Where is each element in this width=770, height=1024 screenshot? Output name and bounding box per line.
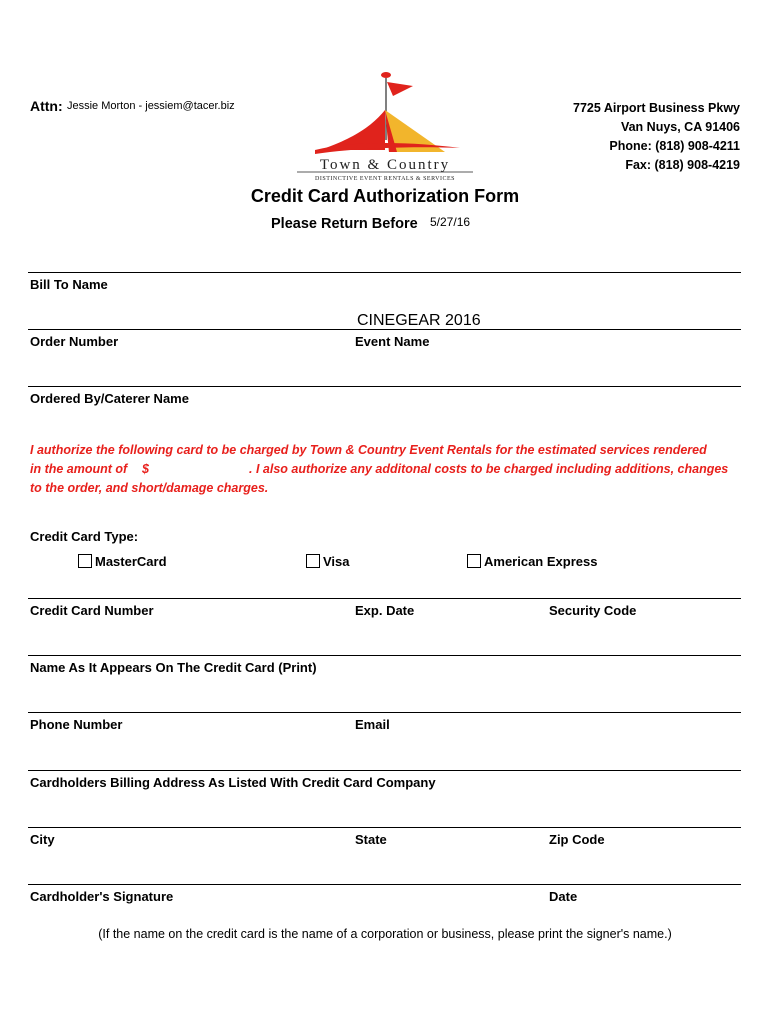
name-on-card-label: Name As It Appears On The Credit Card (Print) (30, 660, 317, 675)
security-code-label: Security Code (549, 603, 637, 618)
return-before-label: Please Return Before (271, 216, 418, 232)
state-label: State (355, 832, 387, 847)
card-number-label: Credit Card Number (30, 603, 154, 618)
card-number-line (28, 598, 741, 599)
billing-address-line (28, 770, 741, 771)
phone-label: Phone Number (30, 717, 123, 732)
return-before-date: 5/27/16 (430, 215, 471, 229)
authorization-line-3: to the order, and short/damage charges. (30, 481, 269, 495)
american-express-checkbox[interactable] (467, 554, 481, 568)
mastercard-label: MasterCard (95, 554, 167, 569)
date-label: Date (549, 889, 578, 904)
american-express-label: American Express (484, 554, 598, 569)
signature-line (28, 884, 741, 885)
address-city: Van Nuys, CA 91406 (620, 120, 740, 134)
exp-date-label: Exp. Date (355, 603, 415, 618)
zip-label: Zip Code (549, 832, 605, 847)
attn-value: Jessie Morton - jessiem@tacer.biz (67, 100, 235, 112)
mastercard-checkbox[interactable] (78, 554, 92, 568)
billing-address-label: Cardholders Billing Address As Listed With Credit Card Company (30, 775, 436, 790)
address-phone: Phone: (818) 908-4211 (609, 139, 740, 153)
city-label: City (30, 832, 55, 847)
signer-note: (If the name on the credit card is the name of a corporation or business, please print the signer's name.) (98, 927, 672, 941)
logo-wordmark: Town & Country (319, 157, 451, 173)
phone-email-line (28, 712, 741, 713)
email-label: Email (355, 717, 390, 732)
order-number-label: Order Number (30, 334, 119, 349)
address-street: 7725 Airport Business Pkwy (573, 101, 740, 115)
name-on-card-line (28, 655, 741, 656)
authorization-line-2b: . I also authorize any additonal costs to be charged including additions, changes (249, 462, 729, 476)
bill-to-label: Bill To Name (30, 277, 108, 292)
logo-tagline: Distinctive Event Rentals & Services (315, 176, 455, 182)
logo-flag (387, 82, 413, 96)
authorization-line-1: I authorize the following card to be charged by Town & Country Event Rentals for the estimated services rendered (30, 443, 707, 457)
city-state-zip-line (28, 827, 741, 828)
order-event-line (28, 329, 741, 330)
visa-label: Visa (323, 554, 350, 569)
company-logo (285, 70, 485, 182)
authorization-currency: $ (142, 462, 149, 476)
ordered-by-label: Ordered By/Caterer Name (30, 391, 189, 406)
attn-label: Attn: (30, 98, 63, 114)
event-name-value[interactable]: CINEGEAR 2016 (357, 312, 481, 329)
authorization-line-2a: in the amount of (30, 462, 128, 476)
card-type-label: Credit Card Type: (30, 529, 139, 544)
visa-checkbox[interactable] (306, 554, 320, 568)
signature-label: Cardholder's Signature (30, 889, 174, 904)
bill-to-line (28, 272, 741, 273)
logo-pole-top (381, 72, 391, 78)
form-title: Credit Card Authorization Form (250, 186, 520, 206)
event-name-label: Event Name (355, 334, 430, 349)
address-fax: Fax: (818) 908-4219 (625, 158, 740, 172)
ordered-by-line (28, 386, 741, 387)
